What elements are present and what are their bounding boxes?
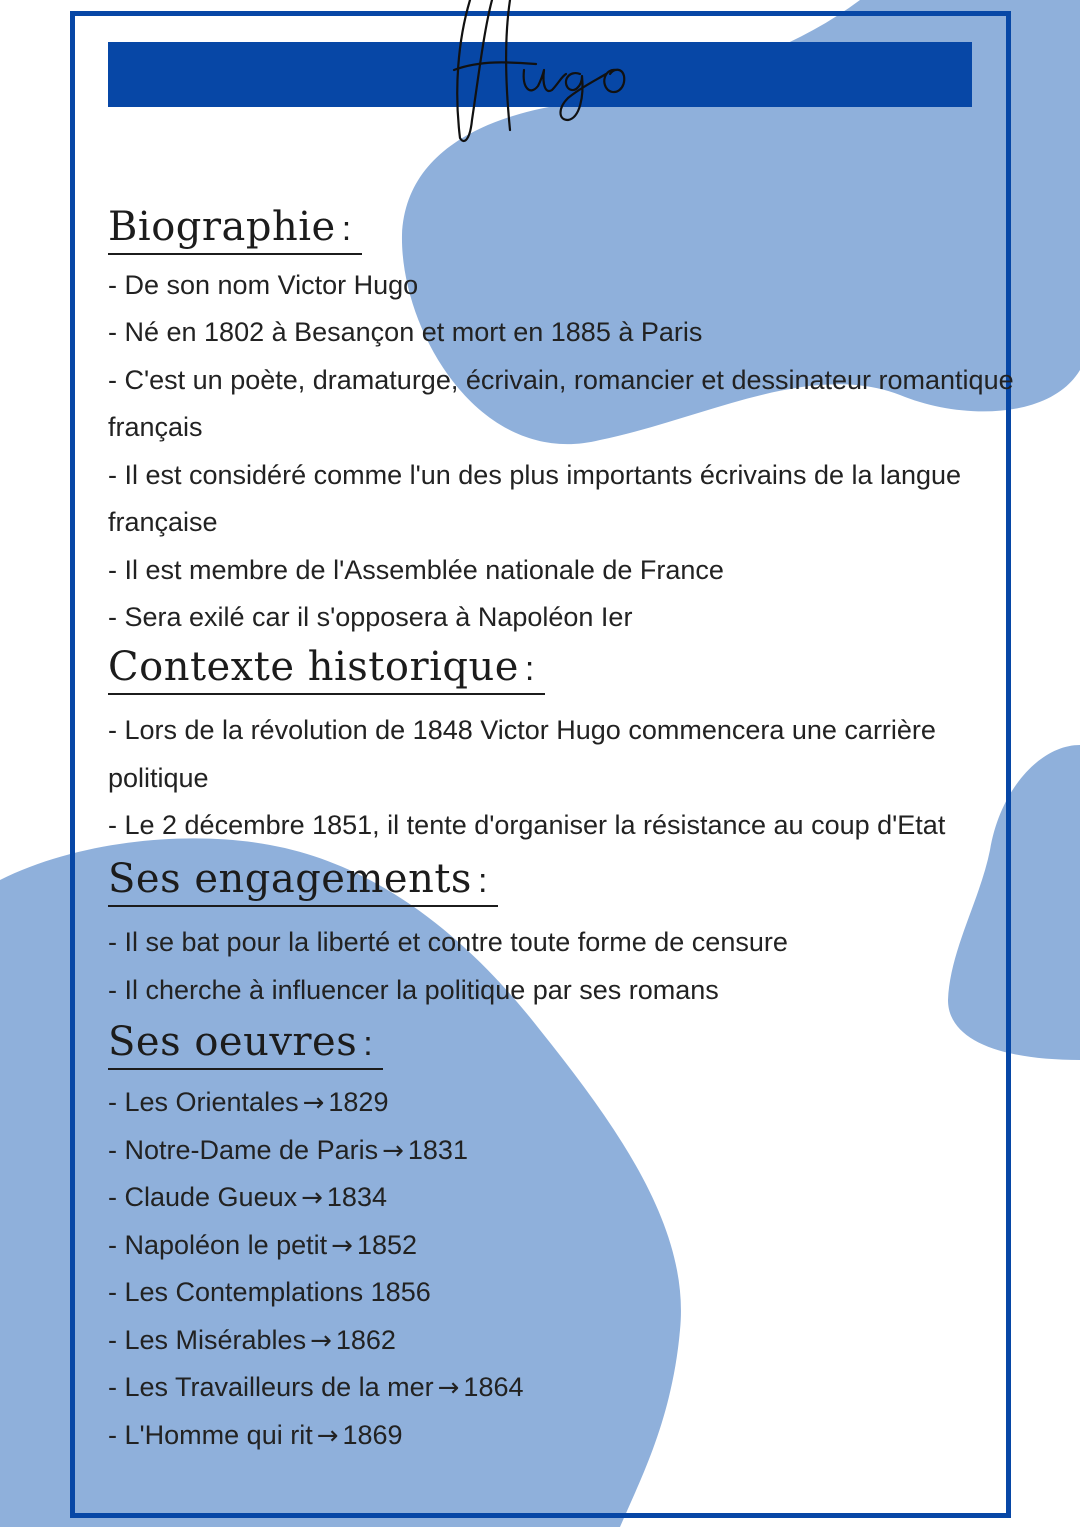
oeuvre-title: - Claude Gueux [108,1182,298,1212]
arrow-right-icon: → [302,1088,325,1118]
engagements-line-1: - Il se bat pour la liberté et contre toute forme de censure [108,927,788,957]
heading-oeuvres: Ses oeuvres : [108,1020,383,1070]
oeuvre-year: 1862 [335,1325,396,1355]
arrow-right-icon: → [382,1136,404,1166]
contexte-line-2: politique [108,763,209,793]
oeuvre-title: - Les Misérables [108,1325,307,1355]
bio-line-8: - Sera exilé car il s'opposera à Napoléon Ier [108,602,633,632]
oeuvre-item [108,1418,403,1453]
heading-engagements: Ses engagements : [108,857,498,907]
oeuvre-year: 1829 [328,1087,389,1117]
heading-biographie: Biographie : [108,205,362,255]
arrow-right-icon: → [310,1326,332,1356]
arrow-right-icon: → [316,1421,339,1451]
oeuvre-item [108,1180,387,1215]
bio-line-4: français [108,412,203,442]
oeuvre-item [108,1085,388,1120]
oeuvre-year: 1852 [356,1230,418,1260]
oeuvre-item [108,1133,468,1168]
bio-line-6: française [108,507,218,537]
oeuvre-item [108,1275,431,1309]
oeuvre-year: 1831 [407,1135,468,1165]
arrow-right-icon: → [331,1231,353,1261]
heading-biographie-text: Biographie [108,204,336,250]
bio-line-2: - Né en 1802 à Besançon et mort en 1885 à Paris [108,317,703,347]
oeuvre-title: - Napoléon le petit [108,1230,328,1260]
oeuvre-item [108,1228,417,1263]
oeuvre-item [108,1370,524,1405]
bio-line-3: - C'est un poète, dramaturge, écrivain, romancier et dessinateur romantique [108,365,1014,395]
heading-contexte: Contexte historique : [108,645,545,695]
engagements-line-2: - Il cherche à influencer la politique par ses romans [108,975,719,1005]
bio-line-7: - Il est membre de l'Assemblée nationale de France [108,555,724,585]
title-signature [440,0,650,150]
contexte-line-1: - Lors de la révolution de 1848 Victor Hugo commencera une carrière [108,715,936,745]
oeuvre-year: 1834 [326,1182,387,1212]
oeuvre-title: - Les Orientales [108,1087,299,1117]
contexte-line-3: - Le 2 décembre 1851, il tente d'organiser la résistance au coup d'Etat [108,810,946,840]
heading-oeuvres-text: Ses oeuvres [108,1019,358,1065]
heading-contexte-text: Contexte historique [108,644,519,690]
oeuvre-item [108,1323,396,1358]
bio-line-5: - Il est considéré comme l'un des plus importants écrivains de la langue [108,460,962,490]
oeuvre-year: 1864 [463,1372,524,1402]
heading-engagements-text: Ses engagements [108,856,472,902]
bio-line-1: - De son nom Victor Hugo [108,270,419,300]
oeuvre-title: - Les Travailleurs de la mer [108,1372,434,1402]
arrow-right-icon: → [437,1373,460,1403]
oeuvre-year: 1856 [370,1277,431,1307]
oeuvre-title: - Les Contemplations [108,1277,364,1307]
oeuvre-title: - L'Homme qui rit [108,1420,313,1450]
oeuvre-year: 1869 [342,1420,403,1450]
oeuvre-title: - Notre-Dame de Paris [108,1135,379,1165]
arrow-right-icon: → [301,1183,323,1213]
